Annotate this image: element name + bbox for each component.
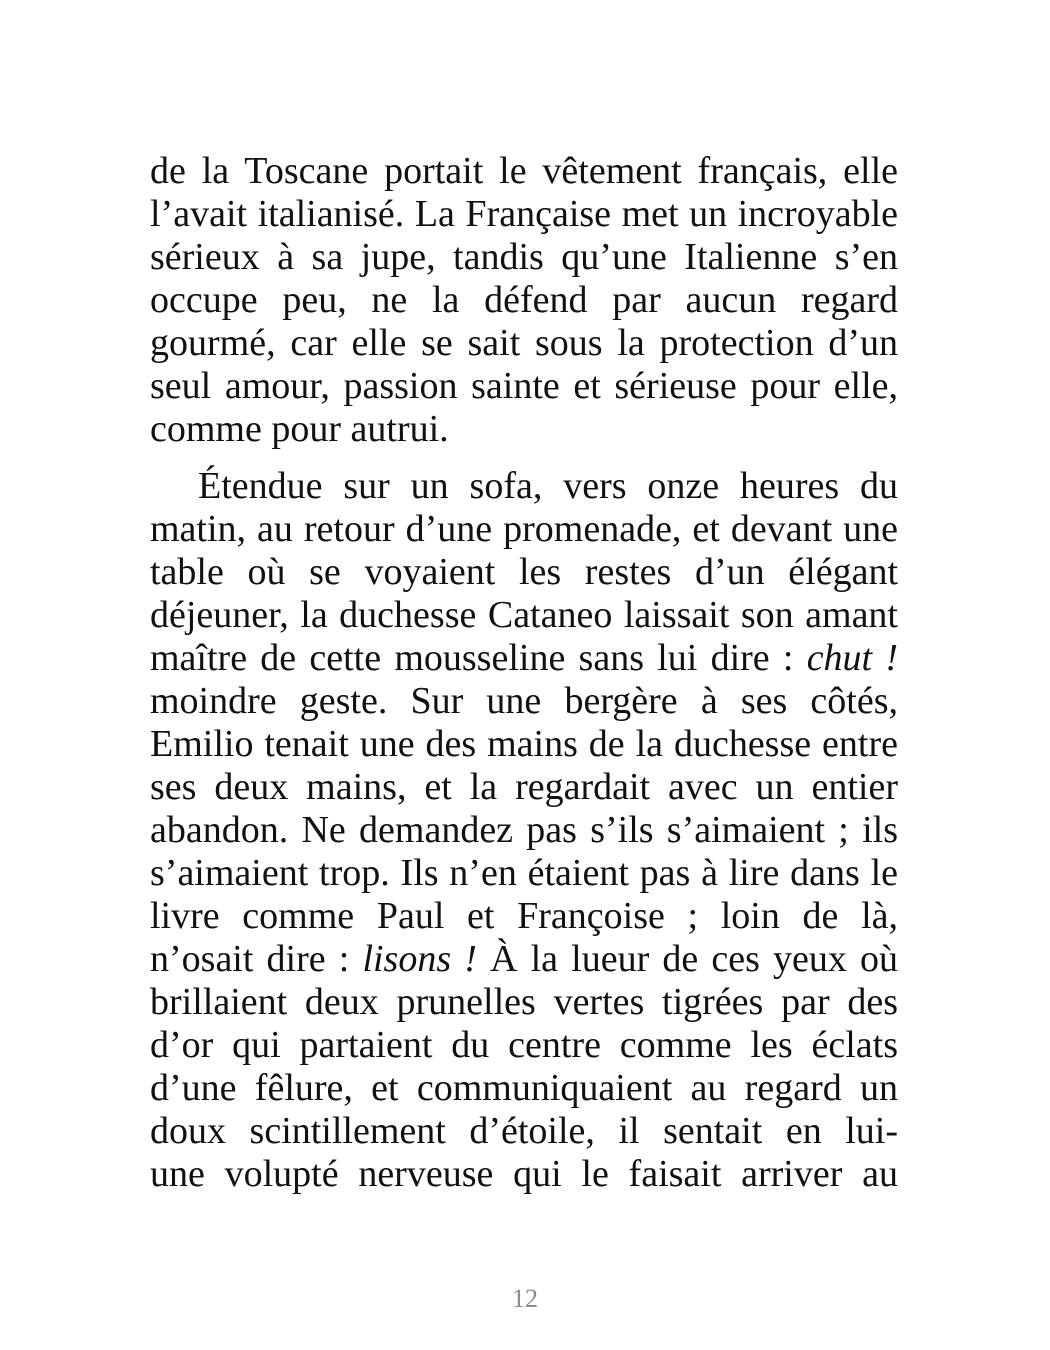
text-line [150,508,898,551]
text-line [150,365,898,408]
italic-text: chut ! [806,637,898,679]
text-line [150,322,898,365]
text-run: l’avait italianisé. La Française met un incroyable [150,193,898,235]
text-run: matin, au retour d’une promenade, et devant une [150,508,898,550]
text-run: d’une fêlure, et communiquaient au regard un [150,1067,898,1109]
paragraph [150,465,898,1196]
text-line [150,193,898,236]
text-line [150,809,898,852]
text-run: de la Toscane portait le vêtement français, elle [150,150,898,192]
text-run: comme pour autrui. [150,408,449,450]
text-line [150,279,898,322]
text-run: table où se voyaient les restes d’un élégant [150,551,898,593]
text-line [150,766,898,809]
text-line [150,551,898,594]
paragraph [150,150,898,451]
text-run: d’or qui partaient du centre comme les éclats [150,1024,898,1066]
text-line [150,1110,898,1153]
text-line [150,895,898,938]
text-run: livre comme Paul et Françoise ; loin de là, [150,895,898,937]
text-run: sérieux à sa jupe, tandis qu’une Italienne s’en [150,236,898,278]
text-run: maître de cette mousseline sans lui dire : [150,637,807,679]
body-text [150,150,898,1196]
text-line [150,680,898,723]
text-run: déjeuner, la duchesse Cataneo laissait son amant [150,594,898,636]
text-run: Étendue sur un sofa, vers onze heures du [198,465,898,507]
text-line [150,981,898,1024]
text-run: moindre geste. Sur une bergère à ses côtés, [150,680,898,722]
text-run: occupe peu, ne la défend par aucun regard [150,279,898,321]
paragraph-gap [150,451,898,465]
text-line [150,236,898,279]
page-number: 12 [512,1284,538,1313]
text-line [150,1024,898,1067]
text-run: gourmé, car elle se sait sous la protection d’un [150,322,898,364]
text-line [150,408,898,451]
text-line [150,150,898,193]
text-line [150,594,898,637]
text-run: abandon. Ne demandez pas s’ils s’aimaient ; ils [150,809,898,851]
text-run: À la lueur de ces yeux où [476,938,898,980]
text-line [150,637,898,680]
text-line [150,852,898,895]
text-run: Emilio tenait une des mains de la duchesse entre [150,723,898,765]
text-run: seul amour, passion sainte et sérieuse pour elle, [150,365,898,407]
text-line [150,723,898,766]
text-run: une volupté nerveuse qui le faisait arriver au [150,1153,898,1195]
text-run: ses deux mains, et la regardait avec un entier [150,766,898,808]
text-run: s’aimaient trop. Ils n’en étaient pas à lire dans le [150,852,898,894]
text-line [150,1067,898,1110]
text-run: n’osait dire : [150,938,363,980]
text-run: doux scintillement d’étoile, il sentait en lui- [150,1110,898,1152]
text-line [150,1153,898,1196]
italic-text: lisons ! [362,938,477,980]
text-line [150,465,898,508]
text-line [150,938,898,981]
text-run: brillaient deux prunelles vertes tigrées par des [150,981,898,1023]
